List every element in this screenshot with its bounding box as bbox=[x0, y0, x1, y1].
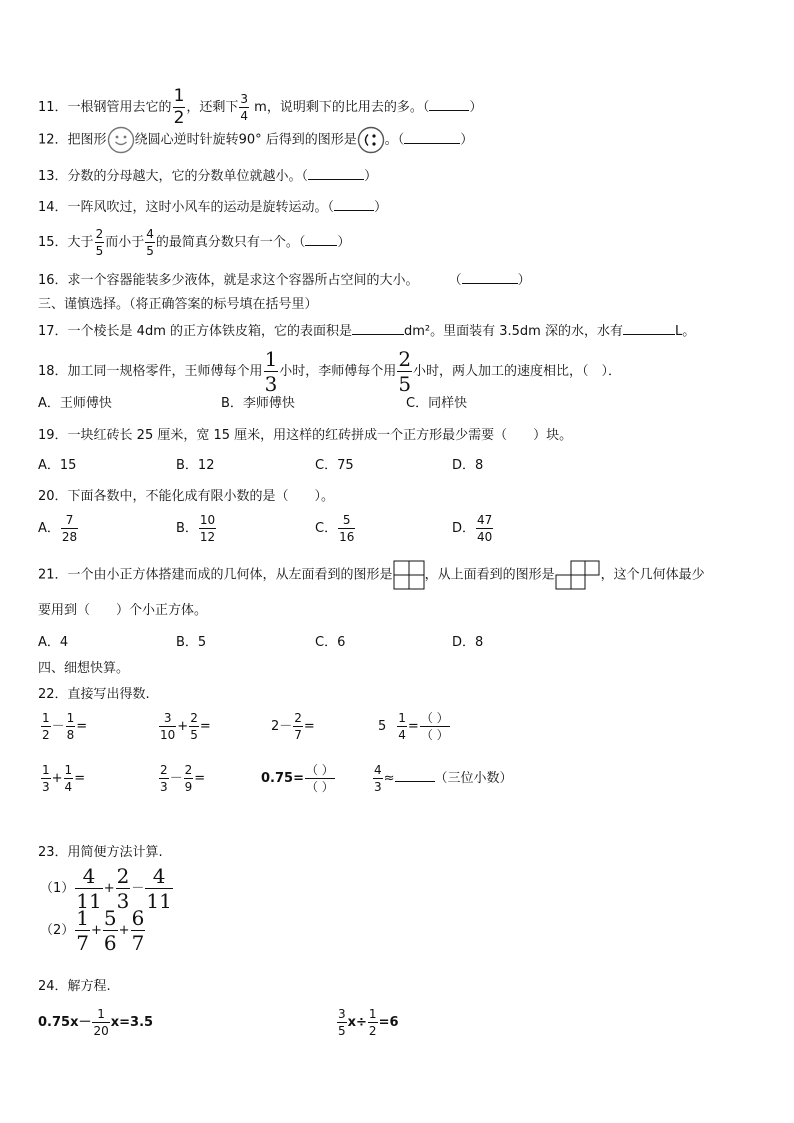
question-22: 22．直接写出得数. bbox=[38, 687, 150, 702]
question-number: 19． bbox=[38, 428, 68, 443]
section-heading-3: 三、谨慎选择。（将正确答案的标号填在括号里） bbox=[38, 297, 318, 312]
fraction: $\frac{4}{5}$ bbox=[146, 227, 154, 258]
question-number: 11． bbox=[38, 100, 68, 115]
fraction: $\frac{47}{40}$ bbox=[477, 513, 493, 544]
calc-4: 5 $\frac{1}{4}$ = （ ） （ ） bbox=[378, 711, 449, 742]
fraction: $\frac{4}{11}$ bbox=[146, 864, 172, 913]
question-number: 12． bbox=[38, 132, 68, 148]
question-14: 14．一阵风吹过，这时小风车的运动是旋转运动。（ ） bbox=[38, 200, 388, 215]
option-d[interactable]: D．8 bbox=[452, 635, 484, 650]
fraction: $\frac{4}{3}$ bbox=[374, 763, 382, 794]
fraction: $\frac{3}{10}$ bbox=[160, 711, 176, 742]
fraction: $\frac{1}{3}$ bbox=[264, 347, 278, 396]
question-text: 一根钢管用去它的 bbox=[67, 100, 172, 115]
calc-8: $\frac{4}{3}$ ≈ （三位小数） bbox=[374, 763, 513, 794]
calc-1: $\frac{1}{2}$ － $\frac{1}{8}$ = bbox=[42, 711, 88, 742]
answer-blank[interactable] bbox=[334, 200, 374, 211]
question-21: 21．一个由小正方体搭建而成的几何体，从左面看到的图形是 ，从上面看到的图形是 ，这个几何体最少 bbox=[38, 560, 705, 590]
option-c[interactable]: C．6 bbox=[315, 635, 346, 650]
answer-blank[interactable] bbox=[462, 273, 518, 284]
option-b[interactable]: B．5 bbox=[176, 635, 207, 650]
expression-2: （2） $\frac{1}{7}$ + $\frac{5}{6}$ + $\frac{6}{7}$ bbox=[40, 906, 145, 955]
fraction: $\frac{1}{2}$ bbox=[368, 1007, 377, 1038]
fraction: $\frac{2}{7}$ bbox=[294, 711, 302, 742]
option-a[interactable]: A．王师傅快 bbox=[38, 396, 112, 411]
fraction: $\frac{2}{5}$ bbox=[190, 711, 198, 742]
option-a[interactable]: A． $\frac{7}{28}$ bbox=[38, 513, 78, 544]
question-number: 15． bbox=[38, 235, 68, 250]
fraction: $\frac{1}{7}$ bbox=[76, 906, 90, 955]
question-number: 18． bbox=[38, 364, 68, 379]
fraction: $\frac{1}{2}$ bbox=[173, 86, 185, 128]
question-24: 24．解方程. bbox=[38, 979, 111, 994]
expression-1: （1） $\frac{4}{11}$ + $\frac{2}{3}$ － $\frac{4}{11}$ bbox=[40, 864, 172, 913]
left-view-grid-icon bbox=[393, 560, 425, 590]
fraction: $\frac{1}{3}$ bbox=[42, 763, 50, 794]
question-11: 11．一根钢管用去它的 $\frac{1}{2}$ ，还剩下 $\frac{3}{4}$ m，说明剩下的比用去的多。（ ） bbox=[38, 86, 483, 128]
option-b[interactable]: B． $\frac{10}{12}$ bbox=[176, 513, 216, 544]
option-d[interactable]: D． $\frac{47}{40}$ bbox=[452, 513, 493, 544]
fraction: $\frac{1}{4}$ bbox=[398, 711, 406, 742]
option-b[interactable]: B．李师傅快 bbox=[221, 396, 295, 411]
option-b[interactable]: B．12 bbox=[176, 458, 215, 473]
option-c[interactable]: C． $\frac{5}{16}$ bbox=[315, 513, 355, 544]
question-20: 20．下面各数中，不能化成有限小数的是（ ）。 bbox=[38, 489, 335, 504]
section-heading-4: 四、细想快算。 bbox=[38, 661, 130, 676]
question-21-continued: 要用到（ ）个小正方体。 bbox=[38, 603, 208, 618]
question-number: 21． bbox=[38, 567, 68, 583]
question-number: 14． bbox=[38, 200, 68, 215]
rotated-smiley-icon bbox=[357, 126, 385, 154]
option-d[interactable]: D．8 bbox=[452, 458, 484, 473]
fraction: $\frac{3}{4}$ bbox=[240, 92, 249, 123]
fraction: $\frac{6}{7}$ bbox=[131, 906, 145, 955]
option-a[interactable]: A．4 bbox=[38, 635, 69, 650]
fraction: $\frac{7}{28}$ bbox=[61, 513, 78, 544]
question-number: 22． bbox=[38, 687, 68, 702]
fraction: $\frac{5}{6}$ bbox=[103, 906, 117, 955]
answer-blank[interactable] bbox=[404, 133, 460, 144]
fraction: $\frac{1}{2}$ bbox=[42, 711, 50, 742]
fraction: $\frac{10}{12}$ bbox=[199, 513, 216, 544]
answer-blank[interactable] bbox=[305, 235, 337, 246]
fraction: $\frac{1}{4}$ bbox=[64, 763, 73, 794]
fraction: $\frac{2}{3}$ bbox=[160, 763, 168, 794]
fraction: $\frac{1}{20}$ bbox=[93, 1007, 109, 1038]
answer-blank[interactable] bbox=[429, 100, 469, 111]
option-a[interactable]: A．15 bbox=[38, 458, 77, 473]
question-13: 13．分数的分母越大，它的分数单位就越小。（ ） bbox=[38, 169, 378, 184]
calc-6: $\frac{2}{3}$ － $\frac{2}{9}$ = bbox=[160, 763, 206, 794]
question-23: 23．用简便方法计算. bbox=[38, 845, 163, 860]
question-18: 18．加工同一规格零件，王师傅每个用 $\frac{1}{3}$ 小时，李师傅每个用 $\frac{2}{5}$ 小时，两人加工的速度相比，（ ）． bbox=[38, 347, 622, 396]
calc-7: 0.75= （ ） （ ） bbox=[261, 763, 334, 794]
question-number: 17． bbox=[38, 324, 68, 339]
fraction: $\frac{5}{16}$ bbox=[339, 513, 355, 544]
fraction: $\frac{2}{5}$ bbox=[398, 347, 412, 396]
equation-1: 0.75x－ $\frac{1}{20}$ x=3.5 bbox=[38, 1007, 154, 1038]
answer-fraction-blank[interactable]: （ ） （ ） bbox=[420, 711, 449, 742]
question-12: 12．把图形 绕圆心逆时针旋转90° 后得到的图形是 。（ ） bbox=[38, 126, 473, 154]
question-number: 24． bbox=[38, 979, 68, 994]
equation-2: $\frac{3}{5}$ x÷ $\frac{1}{2}$ =6 bbox=[338, 1007, 399, 1038]
question-16: 16．求一个容器能装多少液体，就是求这个容器所占空间的大小。 （ ） bbox=[38, 273, 531, 288]
question-19: 19．一块红砖长 25 厘米，宽 15 厘米，用这样的红砖拼成一个正方形最少需要（ ）块。 bbox=[38, 428, 573, 443]
question-number: 16． bbox=[38, 273, 68, 288]
answer-fraction-blank[interactable]: （ ） （ ） bbox=[305, 763, 334, 794]
question-number: 23． bbox=[38, 845, 68, 860]
option-c[interactable]: C．75 bbox=[315, 458, 354, 473]
option-c[interactable]: C．同样快 bbox=[406, 396, 468, 411]
calc-3: 2－ $\frac{2}{7}$ = bbox=[271, 711, 315, 742]
answer-blank[interactable] bbox=[352, 324, 404, 335]
smiley-face-icon bbox=[107, 126, 135, 154]
top-view-grid-icon bbox=[555, 560, 601, 590]
answer-blank[interactable] bbox=[623, 324, 675, 335]
answer-blank[interactable] bbox=[395, 771, 435, 782]
question-17: 17．一个棱长是 4dm 的正方体铁皮箱，它的表面积是 dm²。里面装有 3.5dm 深的水，水有 L。 bbox=[38, 324, 696, 339]
question-15: 15．大于 $\frac{2}{5}$ 而小于 $\frac{4}{5}$ 的最简真分数只有一个。（ ） bbox=[38, 227, 351, 258]
fraction: $\frac{4}{11}$ bbox=[76, 864, 102, 913]
fraction: $\frac{3}{5}$ bbox=[338, 1007, 346, 1038]
calc-2: $\frac{3}{10}$ + $\frac{2}{5}$ = bbox=[160, 711, 211, 742]
fraction: $\frac{2}{3}$ bbox=[116, 864, 130, 913]
fraction: $\frac{2}{9}$ bbox=[184, 763, 193, 794]
fraction: $\frac{1}{8}$ bbox=[66, 711, 75, 742]
fraction: $\frac{2}{5}$ bbox=[95, 227, 104, 258]
calc-5: $\frac{1}{3}$ + $\frac{1}{4}$ = bbox=[42, 763, 86, 794]
question-number: 20． bbox=[38, 489, 68, 504]
answer-blank[interactable] bbox=[308, 169, 364, 180]
question-number: 13． bbox=[38, 169, 68, 184]
